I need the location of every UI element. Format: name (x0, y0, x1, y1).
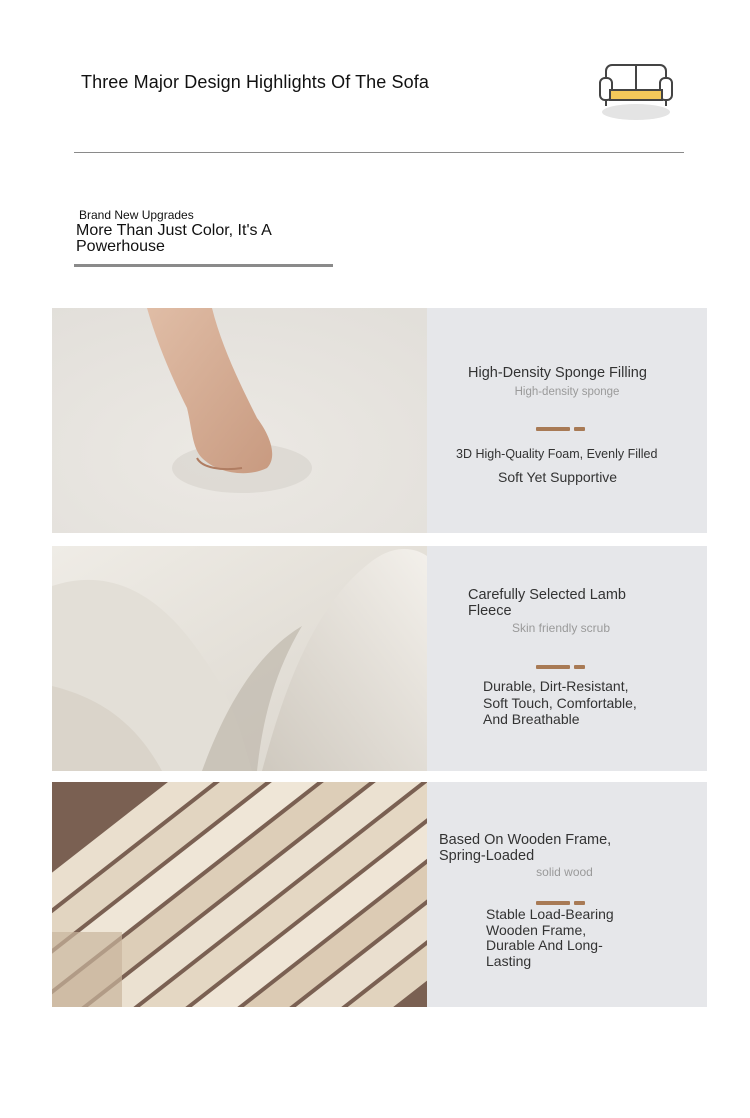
sponge-photo (52, 308, 427, 533)
feature-row-fleece (52, 546, 707, 771)
wood-panel (427, 782, 707, 1007)
feature-row-wood (52, 782, 707, 1007)
wood-subtitle: solid wood (536, 865, 593, 879)
subheading-underline (74, 264, 333, 267)
sofa-icon (596, 60, 676, 122)
sponge-panel (427, 308, 707, 533)
subheading-eyebrow: Brand New Upgrades (79, 208, 194, 222)
fleece-photo (52, 546, 427, 771)
wood-detail: Stable Load-Bearing Wooden Frame, Durable And Long-Lasting (486, 906, 614, 969)
fleece-subtitle: Skin friendly scrub (511, 621, 611, 635)
sponge-title: High-Density Sponge Filling (468, 365, 647, 381)
sponge-subtitle: High-density sponge (514, 386, 620, 398)
fleece-title: Carefully Selected Lamb Fleece (468, 587, 626, 619)
accent-bar-long (536, 901, 570, 905)
accent-bar-long (536, 665, 570, 669)
accent-bar-short (574, 427, 585, 431)
wood-photo (52, 782, 427, 1007)
header-divider (74, 152, 684, 153)
sponge-detail-1: 3D High-Quality Foam, Evenly Filled (456, 447, 658, 461)
subheading-title: More Than Just Color, It's A Powerhouse (76, 222, 271, 255)
accent-bar-long (536, 427, 570, 431)
sponge-detail-2: Soft Yet Supportive (498, 469, 618, 485)
feature-row-sponge (52, 308, 707, 533)
fleece-panel (427, 546, 707, 771)
fleece-detail: Durable, Dirt-Resistant, Soft Touch, Comfortable, And Breathable (483, 678, 637, 727)
accent-bar-short (574, 901, 585, 905)
page-title: Three Major Design Highlights Of The Sofa (81, 72, 429, 92)
wood-title: Based On Wooden Frame, Spring-Loaded (439, 832, 612, 864)
accent-bar-short (574, 665, 585, 669)
